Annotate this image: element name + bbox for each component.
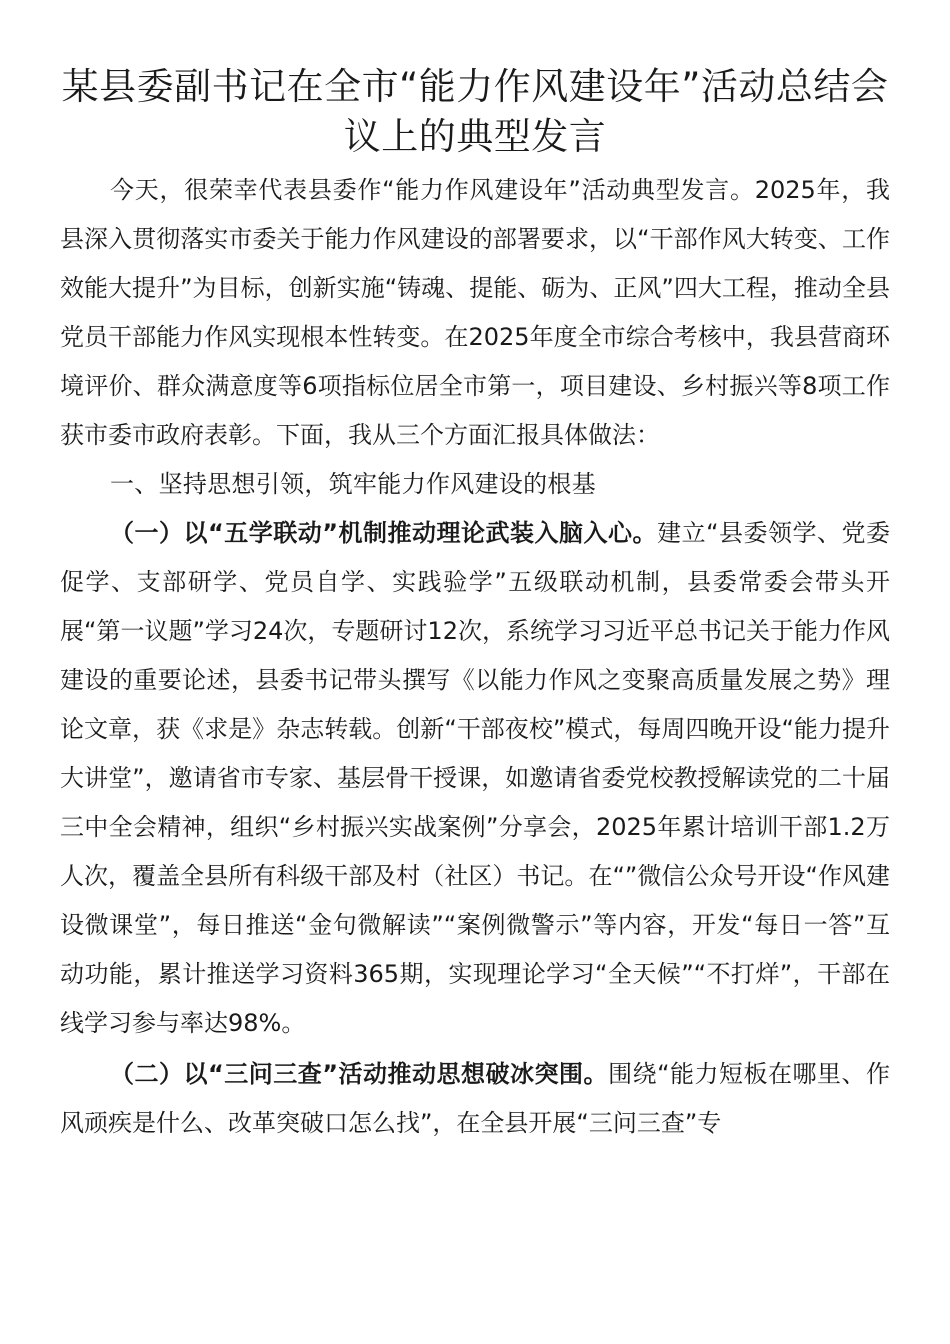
document-body [60,166,890,1148]
item-2-body: 围绕“能力短板在哪里、作风顽疾是什么、改革突破口怎么找”，在全县开展“三问三查”专 [60,1060,891,1137]
item-2-lead: （二）以“三问三查”活动推动思想破冰突围。 [110,1060,609,1088]
section-heading-1: 一、坚持思想引领，筑牢能力作风建设的根基 [110,470,596,498]
item-1-lead: （一）以“五学联动”机制推动理论武装入脑入心。 [110,519,658,547]
document-title: 某县委副书记在全市“能力作风建设年”活动总结会议上的典型发言 [61,65,889,158]
item-1-body: 建立“县委领学、党委促学、支部研学、党员自学、实践验学”五级联动机制，县委常委会带头开展“第一议题”学习24次，专题研讨12次，系统学习习近平总书记关于能力作风建设的重要论述，县委书记带头撰写《以能力作风之变聚高质量发展之势》理论文章，获《求是》杂志转载。创新“干部夜校”模式，每周四晚开设“能力提升大讲堂”，邀请省市专家、基层骨干授课，如邀请省委党校教授解读党的二十届三中全会精神，组织“乡村振兴实战案例”分享会，2025年累计培训干部1.2万人次，覆盖全县所有科级干部及村（社区）书记。在“”微信公众号开设“作风建设微课堂”，每日推送“金句微解读”“案例微警示”等内容，开发“每日一答”互动功能，累计推送学习资料365期，实现理论学习“全天候”“不打烊”，干部在线学习参与率达98%。 [60,519,890,1037]
paragraph-item-2 [60,1050,890,1148]
intro-paragraph: 今天，很荣幸代表县委作“能力作风建设年”活动典型发言。2025年，我县深入贯彻落实市委关于能力作风建设的部署要求，以“干部作风大转变、工作效能大提升”为目标，创新实施“铸魂、提能、砺为、正风”四大工程，推动全县党员干部能力作风实现根本性转变。在2025年度全市综合考核中，我县营商环境评价、群众满意度等6项指标位居全市第一，项目建设、乡村振兴等8项工作获市委市政府表彰。下面，我从三个方面汇报具体做法： [60,176,890,449]
paragraph-item-1 [60,509,890,1048]
